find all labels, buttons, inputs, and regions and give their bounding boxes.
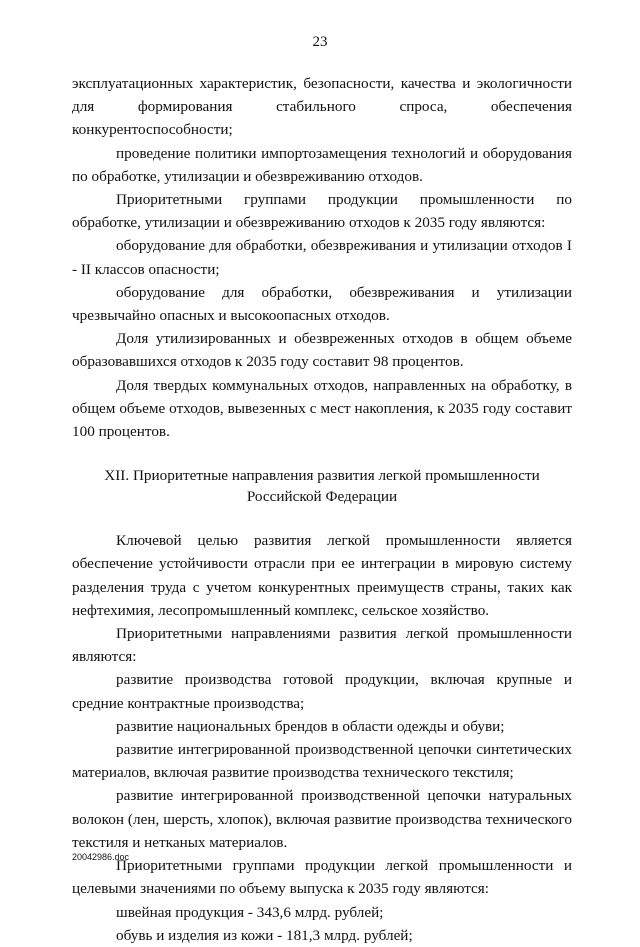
paragraph-bottom-3: развитие национальных брендов в области одежды и обуви; — [116, 717, 505, 735]
paragraph-bottom-5: развитие интегрированной производственной цепочки натуральных волокон (лен, шерсть, хлопок), включая развитие производства технического текстиля и нетканых материалов. — [72, 787, 572, 851]
paragraph-top-4: оборудование для обработки, обезвреживания и утилизации чрезвычайно опасных и высокоопасных отходов. — [72, 283, 572, 325]
section-heading-line-1: XII. Приоритетные направления развития легкой промышленности — [104, 467, 540, 485]
footer-doc-id: 20042986.doc — [72, 852, 130, 862]
paragraph-bottom-6: Приоритетными группами продукции легкой промышленности и целевыми значениями по объему выпуска к 2035 году являются: — [72, 857, 572, 898]
paragraph-top-6: Доля твердых коммунальных отходов, направленных на обработку, в общем объеме отходов, вывезенных с мест накопления, к 2035 году составит 100 процентов. — [72, 376, 572, 441]
paragraph-bottom-1: Приоритетными направлениями развития легкой промышленности являются: — [72, 625, 572, 666]
paragraph-bottom-8: обувь и изделия из кожи - 181,3 млрд. рублей; — [116, 926, 413, 944]
paragraph-top-1: проведение политики импортозамещения технологий и оборудования по обработке, утилизации и обезвреживанию отходов. — [72, 144, 572, 185]
document-body — [72, 72, 572, 947]
paragraph-bottom-0: Ключевой целью развития легкой промышленности является обеспечение устойчивости отрасли при ее интеграции в мировую систему разделения труда с учетом конкурентных преимуществ страны, таких как нефтехимия, лесопромышленный комплекс, сельское хозяйство. — [72, 532, 572, 619]
paragraph-top-5: Доля утилизированных и обезвреженных отходов в общем объеме образовавшихся отходов к 2035 году составит 98 процентов. — [72, 330, 572, 371]
paragraph-top-0: эксплуатационных характеристик, безопасности, качества и экологичности для формирования стабильного спроса, обеспечения конкурентоспособности; — [72, 75, 572, 139]
paragraph-bottom-7: швейная продукция - 343,6 млрд. рублей; — [116, 903, 384, 921]
paragraph-bottom-4: развитие интегрированной производственной цепочки синтетических материалов, включая развитие производства технического текстиля; — [72, 741, 572, 782]
section-heading — [72, 465, 572, 507]
section-heading-line-2: Российской Федерации — [246, 488, 398, 506]
page-number: 23 — [312, 34, 328, 50]
paragraph-top-3: оборудование для обработки, обезвреживания и утилизации отходов I - II классов опасности; — [72, 237, 572, 278]
paragraph-bottom-2: развитие производства готовой продукции, включая крупные и средние контрактные производства; — [72, 671, 572, 712]
paragraph-top-2: Приоритетными группами продукции промышленности по обработке, утилизации и обезвреживанию отходов к 2035 году являются: — [72, 191, 572, 232]
